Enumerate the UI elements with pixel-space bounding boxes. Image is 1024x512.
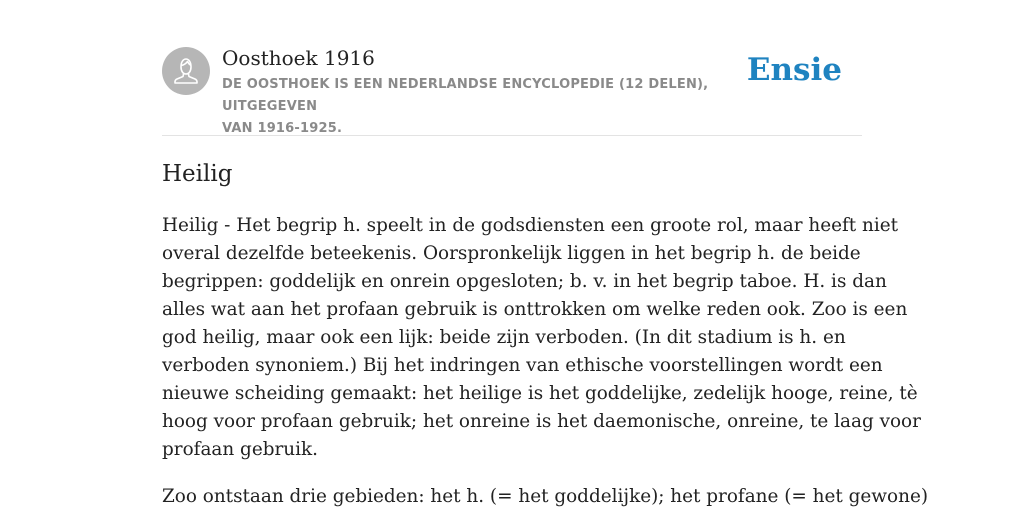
paragraph-line: nieuwe scheiding gemaakt: het heilige is het goddelijke, zedelijk hooge, reine, tè xyxy=(162,383,918,404)
source-description xyxy=(222,74,762,140)
article-title: Heilig xyxy=(162,161,233,187)
paragraph-line: profaan gebruik. xyxy=(162,439,318,460)
ensie-logo[interactable]: Ensie xyxy=(746,52,842,88)
paragraph-line: overal dezelfde beteekenis. Oorspronkelijk liggen in het begrip h. de beide xyxy=(162,243,861,264)
article-paragraph xyxy=(162,212,921,464)
paragraph-line: god heilig, maar ook een lijk: beide zijn verboden. (In dit stadium is h. en xyxy=(162,327,846,348)
source-avatar[interactable] xyxy=(162,47,210,95)
paragraph-line: hoog voor profaan gebruik; het onreine is het daemonische, onreine, te laag voor xyxy=(162,411,921,432)
paragraph-line: begrippen: goddelijk en onrein opgesloten; b. v. in het begrip taboe. H. is dan xyxy=(162,271,887,292)
paragraph-line: verboden synoniem.) Bij het indringen van ethische voorstellingen wordt een xyxy=(162,355,883,376)
paragraph-line: alles wat aan het profaan gebruik is onttrokken om welke reden ook. Zoo is een xyxy=(162,299,908,320)
article-body xyxy=(162,212,929,512)
source-description-line: VAN 1916-1925. xyxy=(222,121,343,136)
source-header xyxy=(162,46,862,136)
article-paragraph xyxy=(162,483,929,511)
paragraph-line: Heilig - Het begrip h. speelt in de godsdiensten een groote rol, maar heeft niet xyxy=(162,215,899,236)
source-title[interactable]: Oosthoek 1916 xyxy=(222,46,375,70)
header-divider xyxy=(162,135,862,136)
paragraph-line: Zoo ontstaan drie gebieden: het h. (= het goddelijke); het profane (= het gewone) xyxy=(162,486,929,507)
source-description-line: DE OOSTHOEK IS EEN NEDERLANDSE ENCYCLOPEDIE (12 DELEN), UITGEGEVEN xyxy=(222,77,709,114)
user-silhouette-icon xyxy=(162,47,210,95)
